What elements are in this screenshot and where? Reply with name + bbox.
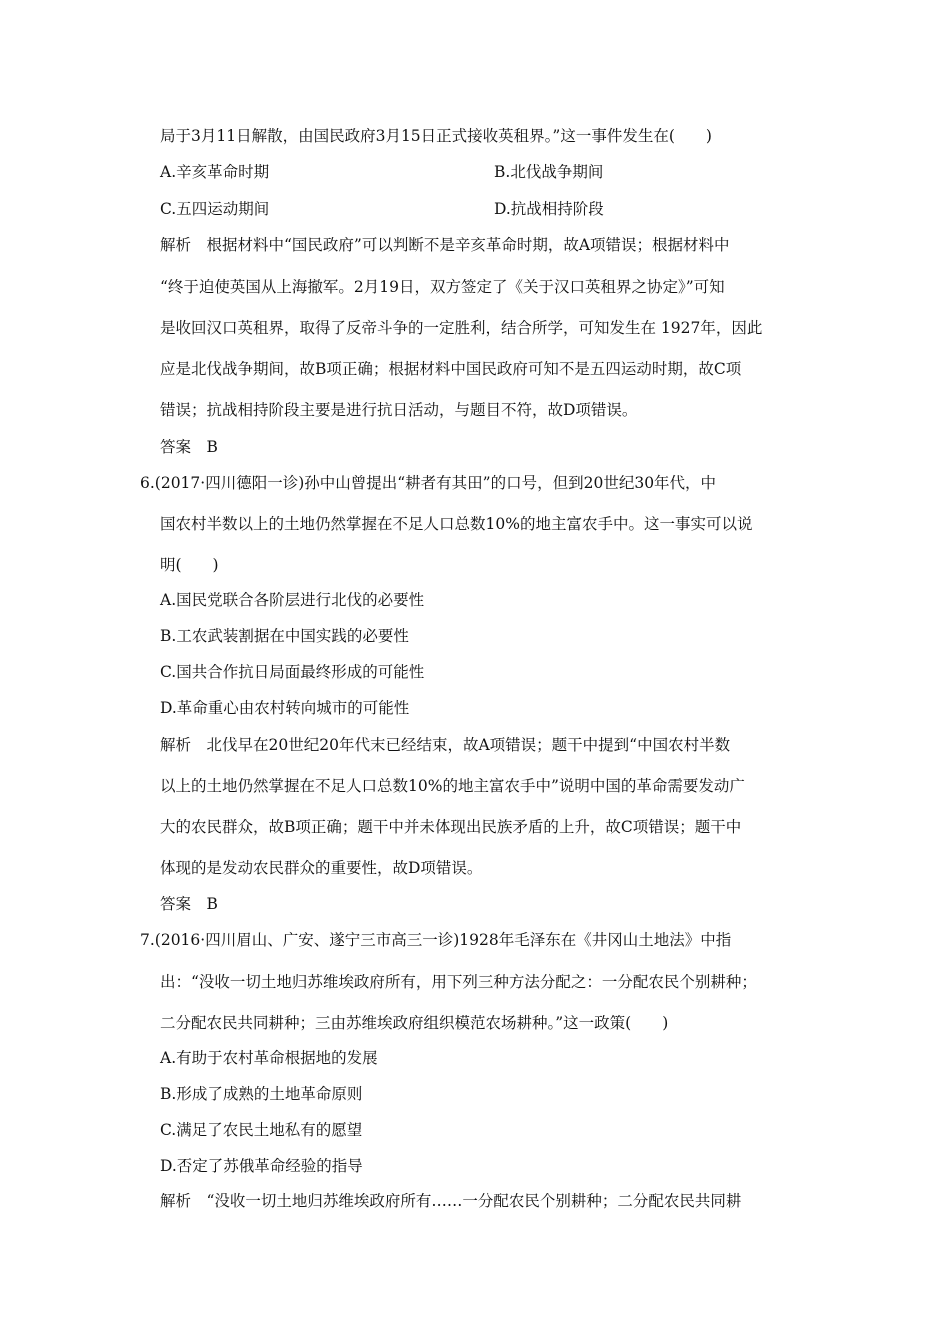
q6-option: D.革命重心由农村转向城市的可能性 [160, 699, 410, 717]
q7-option: B.形成了成熟的土地革命原则 [160, 1085, 363, 1103]
q6-option: B.工农武装割据在中国实践的必要性 [160, 627, 409, 645]
q5-analysis-line: 应是北伐战争期间，故B项正确；根据材料中国民政府可知不是五四运动时期，故C项 [160, 360, 742, 378]
q6-analysis-line: 以上的土地仍然掌握在不足人口总数10%的地主富农手中”说明中国的革命需要发动广 [160, 777, 745, 795]
q5-answer: 答案 B [160, 438, 218, 456]
q5-analysis-line: “终于迫使英国从上海撤军。2月19日，双方签定了《关于汉口英租界之协定》”可知 [160, 278, 725, 296]
q7-analysis-line: 解析 “没收一切土地归苏维埃政府所有……一分配农民个别耕种；二分配农民共同耕 [160, 1192, 742, 1210]
q6-option: A.国民党联合各阶层进行北伐的必要性 [160, 591, 425, 609]
q7-stem-line: 二分配农民共同耕种；三由苏维埃政府组织模范农场耕种。”这一政策( ) [160, 1014, 669, 1032]
q6-analysis-line: 体现的是发动农民群众的重要性，故D项错误。 [160, 859, 483, 877]
q7-option: A.有助于农村革命根据地的发展 [160, 1049, 378, 1067]
q5-option-d: D.抗战相持阶段 [494, 200, 604, 218]
q5-analysis-line: 解析 根据材料中“国民政府”可以判断不是辛亥革命时期，故A项错误；根据材料中 [160, 236, 730, 254]
q5-option-a: A.辛亥革命时期 [160, 163, 270, 181]
q6-analysis-line: 解析 北伐早在20世纪20年代末已经结束，故A项错误；题干中提到“中国农村半数 [160, 736, 731, 754]
q7-option: D.否定了苏俄革命经验的指导 [160, 1157, 363, 1175]
q5-stem-tail: 局于3月11日解散，由国民政府3月15日正式接收英租界。”这一事件发生在( ) [160, 127, 712, 145]
q6-analysis-line: 大的农民群众，故B项正确；题干中并未体现出民族矛盾的上升，故C项错误；题干中 [160, 818, 742, 836]
q5-analysis-line: 错误；抗战相持阶段主要是进行抗日活动，与题目不符，故D项错误。 [160, 401, 638, 419]
q6-option: C.国共合作抗日局面最终形成的可能性 [160, 663, 425, 681]
q6-stem-line: 6.(2017·四川德阳一诊)孙中山曾提出“耕者有其田”的口号，但到20世纪30年代，中 [140, 474, 717, 492]
q6-stem-line: 国农村半数以上的土地仍然掌握在不足人口总数10%的地主富农手中。这一事实可以说 [160, 515, 753, 533]
q5-analysis-line: 是收回汉口英租界，取得了反帝斗争的一定胜利，结合所学，可知发生在 1927年，因此 [160, 319, 763, 337]
q7-stem-line: 出：“没收一切土地归苏维埃政府所有，用下列三种方法分配之：一分配农民个别耕种； [160, 973, 757, 991]
q5-option-b: B.北伐战争期间 [494, 163, 604, 181]
q5-option-c: C.五四运动期间 [160, 200, 270, 218]
q6-answer: 答案 B [160, 895, 218, 913]
q7-option: C.满足了农民土地私有的愿望 [160, 1121, 363, 1139]
q7-stem-line: 7.(2016·四川眉山、广安、遂宁三市高三一诊)1928年毛泽东在《井冈山土地法》中指 [140, 931, 732, 949]
q6-stem-line: 明( ) [160, 556, 219, 574]
